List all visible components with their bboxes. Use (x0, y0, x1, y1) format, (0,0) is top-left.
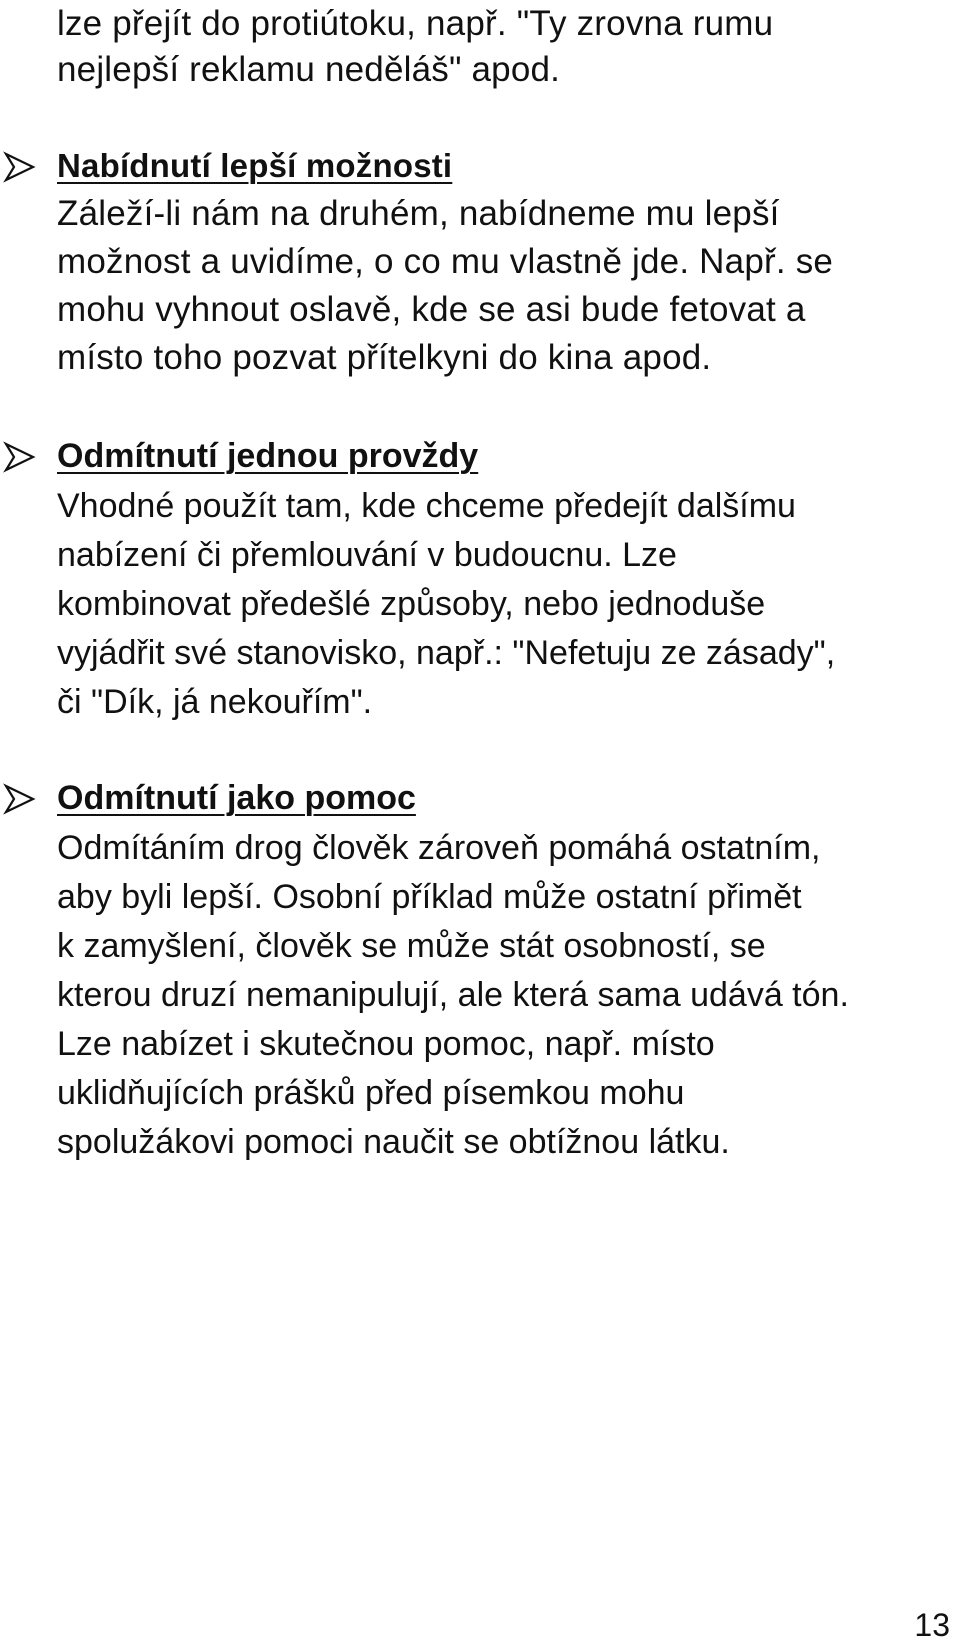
section-line: spolužákovi pomoci naučit se obtížnou látku. (57, 1123, 730, 1161)
arrowhead-bullet-icon (3, 150, 37, 184)
page-number: 13 (914, 1607, 950, 1643)
section-heading: Nabídnutí lepší možnosti (57, 147, 453, 184)
section-line: či "Dík, já nekouřím". (57, 683, 373, 721)
section-line: Vhodné použít tam, kde chceme předejít dalšímu (57, 487, 796, 525)
section-heading: Odmítnutí jednou provždy (57, 437, 479, 475)
arrowhead-bullet-icon (3, 440, 37, 474)
section-line: možnost a uvidíme, o co mu vlastně jde. Např. se (57, 242, 834, 281)
section-line: Odmítáním drog člověk zároveň pomáhá ostatním, (57, 829, 821, 867)
section-line: Lze nabízet i skutečnou pomoc, např. místo (57, 1025, 715, 1063)
section-line: kterou druzí nemanipulují, ale která sama udává tón. (57, 976, 849, 1014)
section-line: Záleží-li nám na druhém, nabídneme mu lepší (57, 194, 780, 233)
section-line: aby byli lepší. Osobní příklad může ostatní přimět (57, 878, 802, 916)
section-line: kombinovat předešlé způsoby, nebo jednoduše (57, 585, 766, 623)
intro-line: lze přejít do protiútoku, např. "Ty zrovna rumu (57, 4, 774, 43)
section-heading: Odmítnutí jako pomoc (57, 779, 416, 817)
arrowhead-bullet-icon (3, 782, 37, 816)
section-line: vyjádřit své stanovisko, např.: "Nefetuju ze zásady", (57, 634, 836, 672)
section-line: uklidňujících prášků před písemkou mohu (57, 1074, 685, 1112)
section-line: mohu vyhnout oslavě, kde se asi bude fetovat a (57, 290, 806, 329)
section-line: nabízení či přemlouvání v budoucnu. Lze (57, 536, 677, 574)
intro-line: nejlepší reklamu neděláš" apod. (57, 50, 561, 89)
section-line: k zamyšlení, člověk se může stát osobností, se (57, 927, 766, 965)
section-line: místo toho pozvat přítelkyni do kina apod. (57, 338, 712, 377)
